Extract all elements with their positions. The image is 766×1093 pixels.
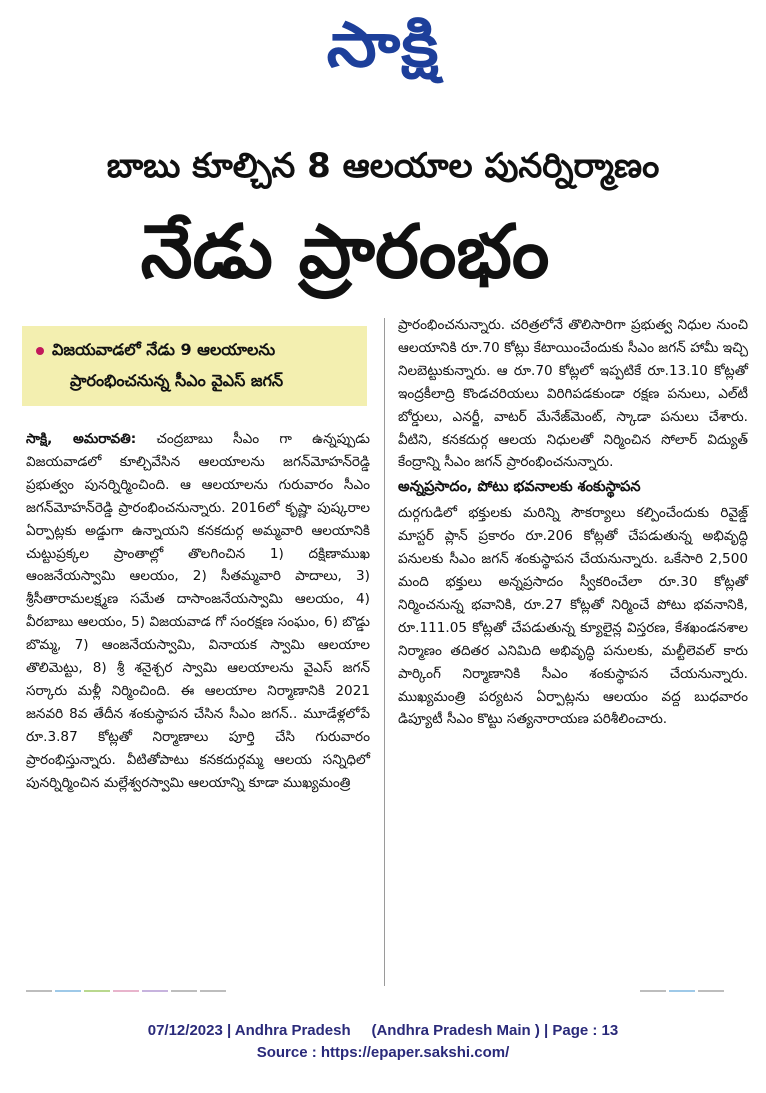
highlight-line-1 [36,334,357,365]
color-strip-right [640,990,724,992]
footer-edition-info: 07/12/2023 | Andhra Pradesh (Andhra Pradesh Main ) | Page : 13 [147,1022,619,1039]
bullet-icon [36,347,44,355]
highlight-box [22,326,367,406]
article-column-left [26,428,370,795]
article-column-right [398,314,748,731]
right-paragraph-1: ప్రారంభించనున్నారు. చరిత్రలోనే తొలిసారిగా ప్రభుత్వ నిధుల నుంచి ఆలయానికి రూ.70 కోట్లు కేటాయించేందుకు సీఎం జగన్ హామీ ఇచ్చి నిలబెట్టుకున్నారు. ఆ రూ.70 కోట్లలో ఇప్పటికే రూ.13.10 కోట్లతో ఇంద్రకీలాద్రి కొండచరియలు విరిగిపడకుండా రక్షణ పనులు, ఎల్‌టీ బోర్డులు, ఎనర్జీ, వాటర్ మేనేజ్‌మెంట్, స్కాడా పనులు చేశారు. వీటిని, కనకదుర్గ ఆలయ నిధులతో నిర్మించిన సోలార్ విద్యుత్ కేంద్రాన్ని సీఎం జగన్ ప్రారంభించనున్నారు. [398,317,748,471]
dateline: సాక్షి, అమరావతి: [26,431,137,447]
article-kicker: బాబు కూల్చిన 8 ఆలయాల పునర్నిర్మాణం [106,146,660,186]
right-paragraph-2: దుర్గగుడిలో భక్తులకు మరిన్ని సౌకర్యాలు కల్పించేందుకు రివైజ్డ్ మాస్టర్ ప్లాన్ ప్రకారం రూ.206 కోట్లతో చేపడుతున్న అభివృద్ధి పనులకు సీఎం జగన్ శంకుస్థాపన చేయనున్నారు. ఒకేసారి 2,500 మంది భక్తులు అన్నప్రసాదం స్వీకరించేలా రూ.30 కోట్లతో నిర్మించనున్న భవానికి, రూ.27 కోట్లతో నిర్మించే పోటు భవనానికి, రూ.111.05 కోట్లతో చేపడుతున్న క్యూలైన్ల విస్తరణ, కేశఖండనశాల నిర్మాణం తదితర ఎనిమిది అభివృద్ధి పనులకు, మల్టీలెవల్ కారు పార్కింగ్ నిర్మాణానికి సీఎం శంకుస్థాపన చేయనున్నారు. ముఖ్యమంత్రి పర్యటన ఏర్పాట్లను ఆలయం వద్ద బుధవారం డిప్యూటీ సీఎం కొట్టు సత్యనారాయణ పరిశీలించారు. [398,505,748,728]
left-body-text: చంద్రబాబు సీఎం గా ఉన్నప్పుడు విజయవాడలో కూల్చివేసిన ఆలయాలను జగన్‌మోహన్‌రెడ్డి ప్రభుత్వం పునర్నిర్మించింది. ఆ ఆలయాలను గురువారం సీఎం జగన్‌మోహన్‌రెడ్డి ప్రారంభించనున్నారు. 2016లో కృష్ణా పుష్కరాల ఏర్పాట్లకు అడ్డుగా ఉన్నాయని కనకదుర్గ అమ్మవారి ఆలయానికి చుట్టుప్రక్కల ప్రాంతాల్లో తొలగించిన 1) దక్షిణాముఖ ఆంజనేయస్వామి ఆలయం, 2) సీతమ్మవారి పాదాలు, 3) శ్రీసీతారామలక్ష్మణ సమేత దాసాంజనేయస్వామి ఆలయం, 4) వీరబాబు ఆలయం, 5) విజయవాడ గో సంరక్షణ సంఘం, 6) బొడ్డు బొమ్మ, 7) ఆంజనేయస్వామి, వినాయక స్వామి ఆలయాల తొలిమెట్టు, 8) శ్రీ శనైశ్చర స్వామి ఆలయాలను వైఎస్ జగన్ సర్కారు మళ్లీ నిర్మించింది. ఈ ఆలయాల నిర్మాణానికి 2021 జనవరి 8వ తేదీన శంకుస్థాపన చేసిన సీఎం జగన్.. మూడేళ్లలోపే రూ.3.87 కోట్లతో నిర్మాణాలు పూర్తి చేసి గురువారం ప్రారంభిస్తున్నారు. వీటితోపాటు కనకదుర్గమ్మ ఆలయ సన్నిధిలో పునర్నిర్మించిన మల్లేశ్వరస్వామి ఆలయాన్ని కూడా ముఖ్యమంత్రి [26,431,370,791]
column-divider [384,318,385,986]
article-headline: నేడు ప్రారంభం [140,209,550,295]
article-subhead: అన్నప్రసాదం, పోటు భవనాలకు శంకుస్థాపన [398,479,641,496]
color-strip-left [26,990,226,992]
masthead [0,8,766,81]
highlight-text-1: విజయవాడలో నేడు 9 ఆలయాలను [52,340,276,359]
highlight-line-2: ప్రారంభించనున్న సీఎం వైఎస్ జగన్ [70,371,284,390]
sakshi-logo: సాక్షి [326,8,440,81]
page-footer [0,1020,766,1064]
left-paragraph [26,428,370,795]
footer-source-link[interactable]: Source : https://epaper.sakshi.com/ [256,1044,510,1061]
